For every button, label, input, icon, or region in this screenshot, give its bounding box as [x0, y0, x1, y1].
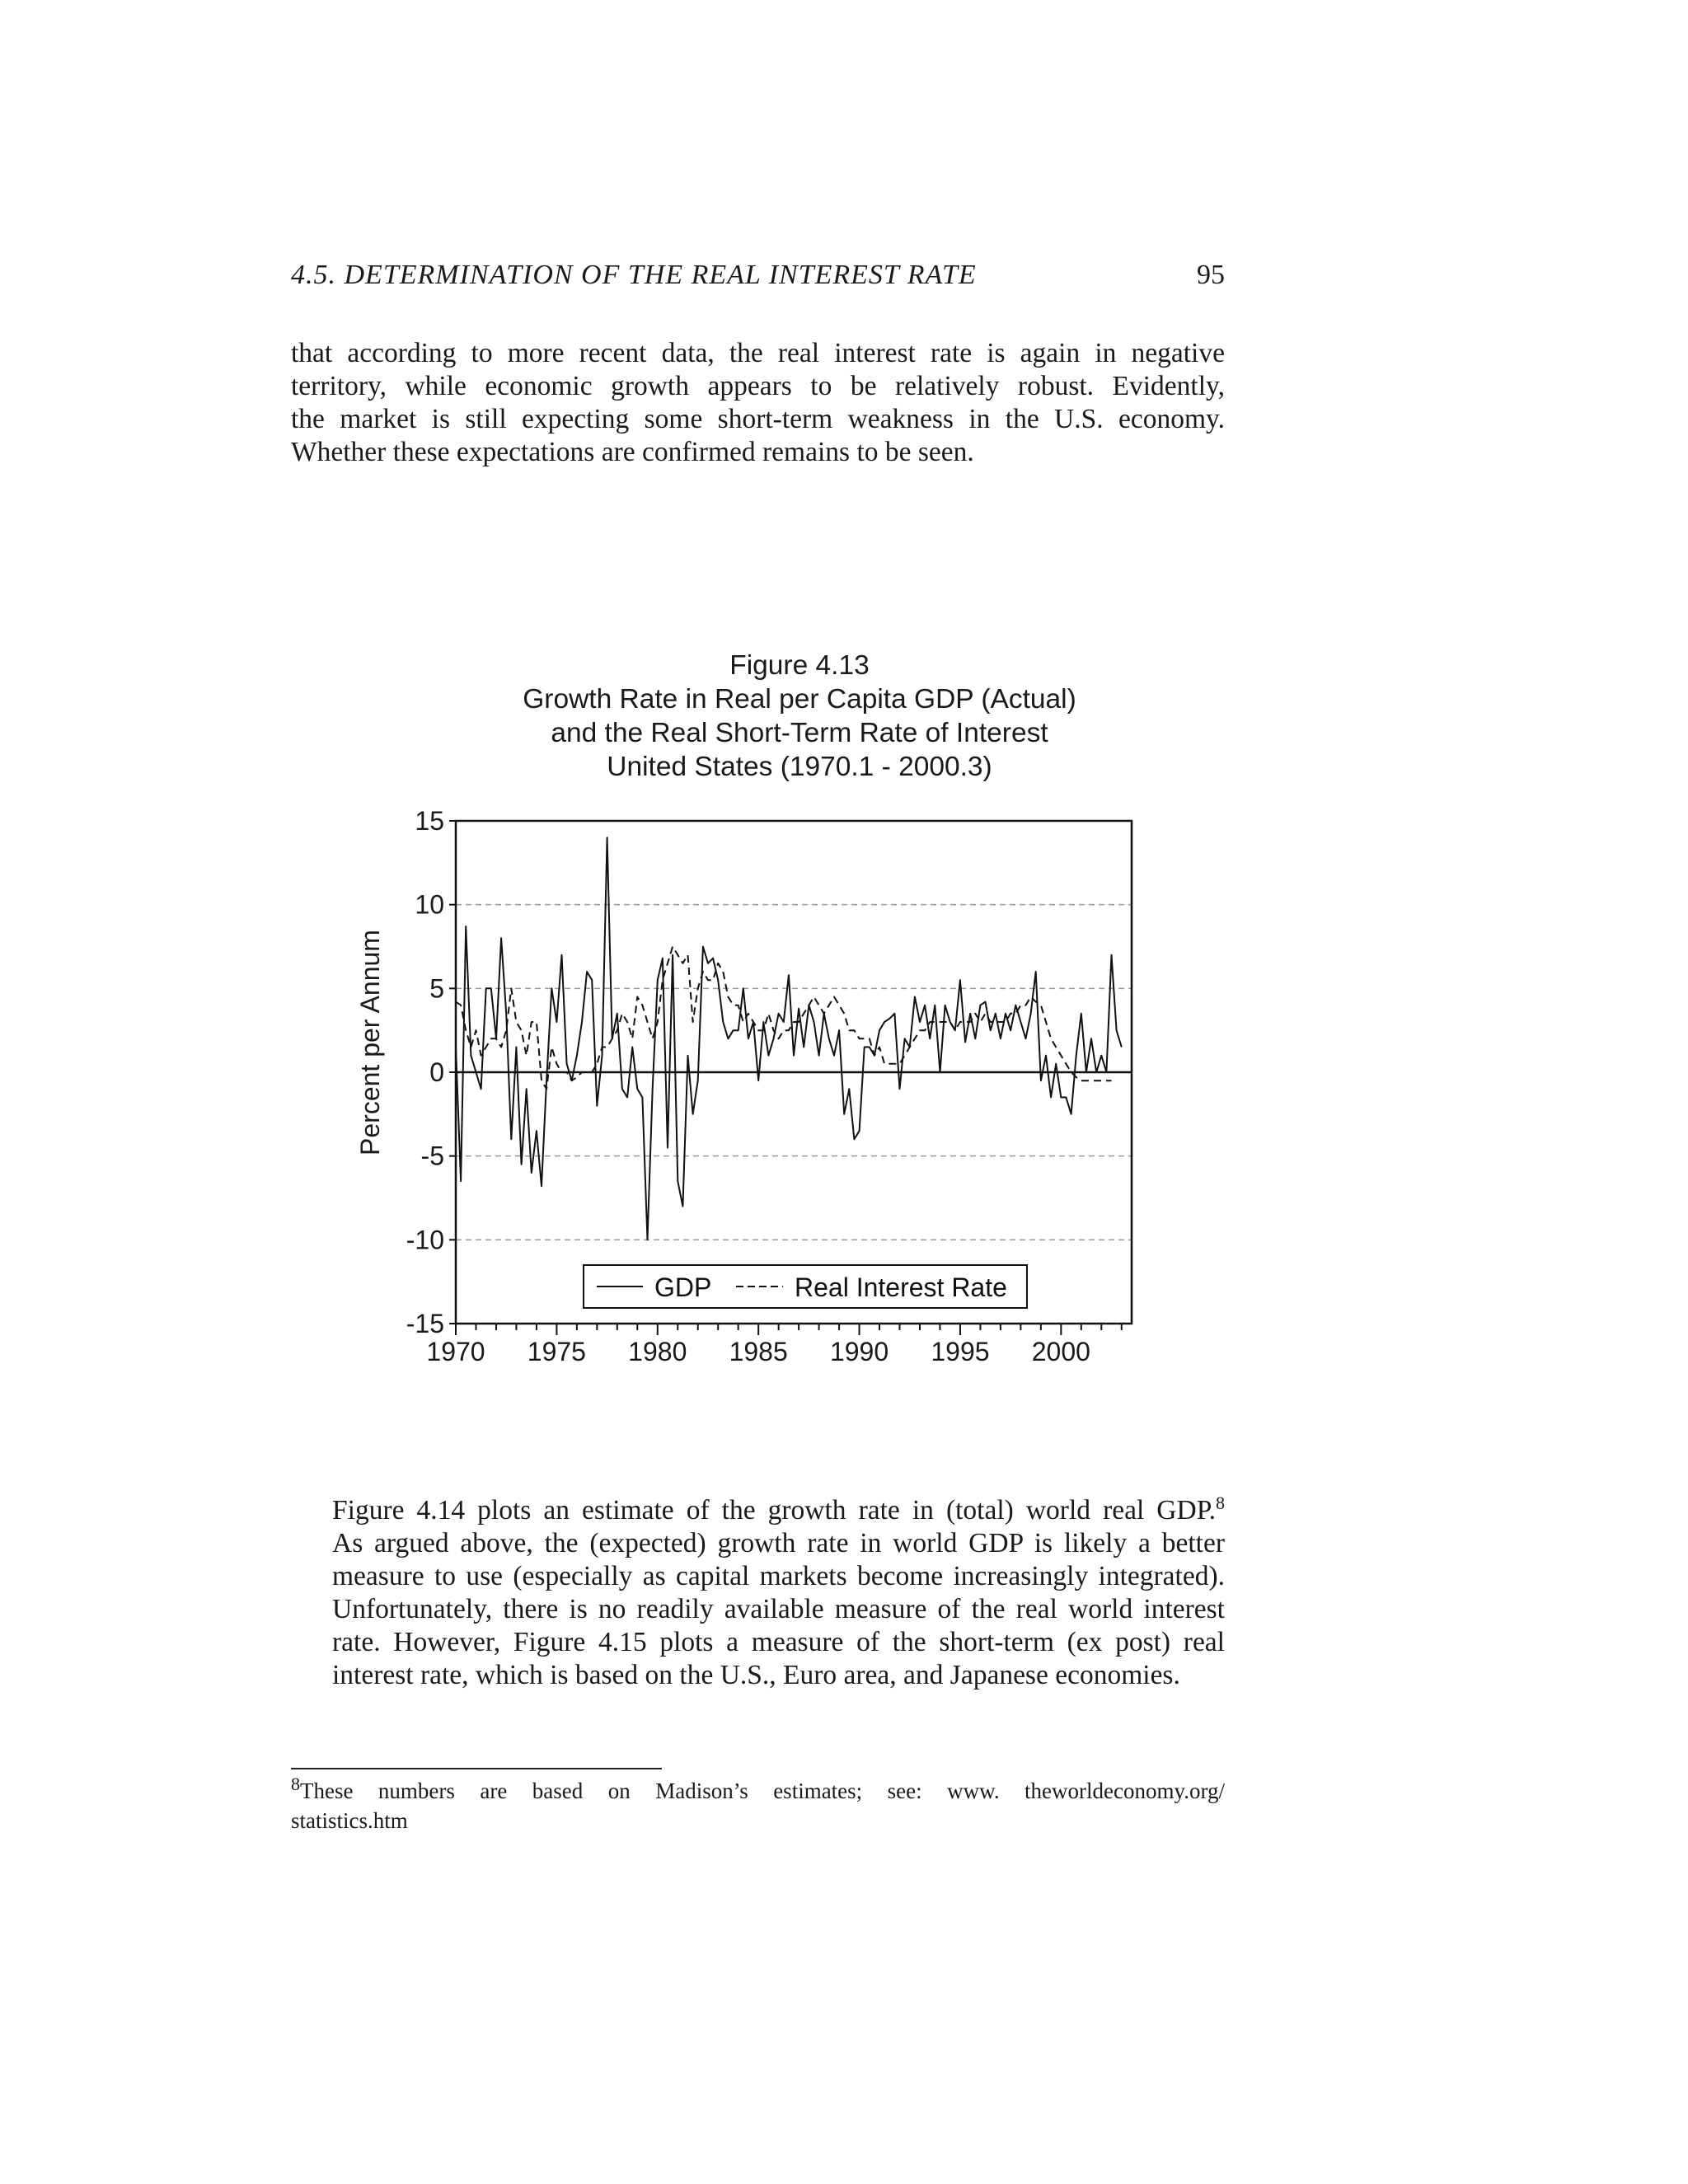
page-number: 95	[1197, 260, 1225, 290]
paragraph-line: the market is still expecting some short-term weakness in the U.S. economy.	[291, 404, 1225, 434]
y-axis-label: Percent per Annum	[355, 930, 385, 1155]
y-tick-label: 5	[429, 973, 444, 1004]
x-tick-label: 1995	[931, 1337, 990, 1366]
footnote	[291, 1776, 1225, 1835]
grid-lines	[456, 905, 1132, 1240]
y-tick-label: -15	[406, 1309, 444, 1338]
paragraph-line: that according to more recent data, the real interest rate is again in negative	[291, 338, 1225, 368]
y-tick-label: 15	[415, 806, 444, 836]
figure-number: Figure 4.13	[729, 650, 870, 681]
footnote-divider	[291, 1768, 662, 1769]
footnote-reference[interactable]: 8	[1216, 1492, 1225, 1513]
paragraph-line: Whether these expectations are confirmed remains to be seen.	[291, 437, 974, 467]
paragraph-line	[291, 1494, 1225, 1527]
paragraph-line: measure to use (especially as capital markets become increasingly integrated).	[332, 1561, 1225, 1591]
figure-title-line: United States (1970.1 - 2000.3)	[607, 752, 992, 782]
x-tick-label: 1990	[829, 1337, 889, 1366]
y-tick-label: -10	[406, 1225, 444, 1255]
paragraph-line: territory, while economic growth appears to be relatively robust. Evidently,	[291, 371, 1225, 401]
figure-title-line: Growth Rate in Real per Capita GDP (Actual)	[523, 684, 1076, 715]
running-head-title: 4.5. DETERMINATION OF THE REAL INTEREST RATE	[291, 260, 977, 290]
footnote-line-text: These numbers are based on Madison’s estimates; see: www. theworldeconomy.org/	[300, 1779, 1225, 1803]
paragraph-line: interest rate, which is based on the U.S., Euro area, and Japanese economies.	[332, 1660, 1180, 1690]
series-line-gdp	[456, 837, 1122, 1240]
footnote-mark: 8	[291, 1774, 300, 1794]
y-tick-label: 10	[415, 889, 444, 920]
legend-rate-label: Real Interest Rate	[795, 1272, 1007, 1302]
series-layer	[456, 837, 1122, 1240]
figure-title-line: and the Real Short-Term Rate of Interest	[551, 718, 1048, 748]
x-tick-label: 2000	[1031, 1337, 1090, 1366]
paragraph-line-text: Figure 4.14 plots an estimate of the growth rate in (total) world real GDP.	[332, 1495, 1216, 1526]
paragraph-line: As argued above, the (expected) growth rate in world GDP is likely a better	[332, 1528, 1225, 1558]
x-tick-label: 1980	[628, 1337, 687, 1366]
paragraph-line: rate. However, Figure 4.15 plots a measure of the short-term (ex post) real	[332, 1627, 1225, 1657]
y-tick-label: -5	[420, 1141, 444, 1171]
footnote-line: statistics.htm	[291, 1808, 408, 1833]
paragraph-discussion	[291, 1494, 1225, 1692]
y-tick-label: 0	[429, 1057, 444, 1087]
legend-gdp-label: GDP	[654, 1272, 712, 1302]
x-tick-label: 1975	[527, 1337, 586, 1366]
footnote-line	[291, 1776, 1225, 1806]
x-tick-label: 1970	[426, 1337, 485, 1366]
x-tick-label: 1985	[729, 1337, 788, 1366]
legend	[584, 1265, 1027, 1308]
paragraph-line: Unfortunately, there is no readily available measure of the real world interest	[332, 1594, 1225, 1624]
